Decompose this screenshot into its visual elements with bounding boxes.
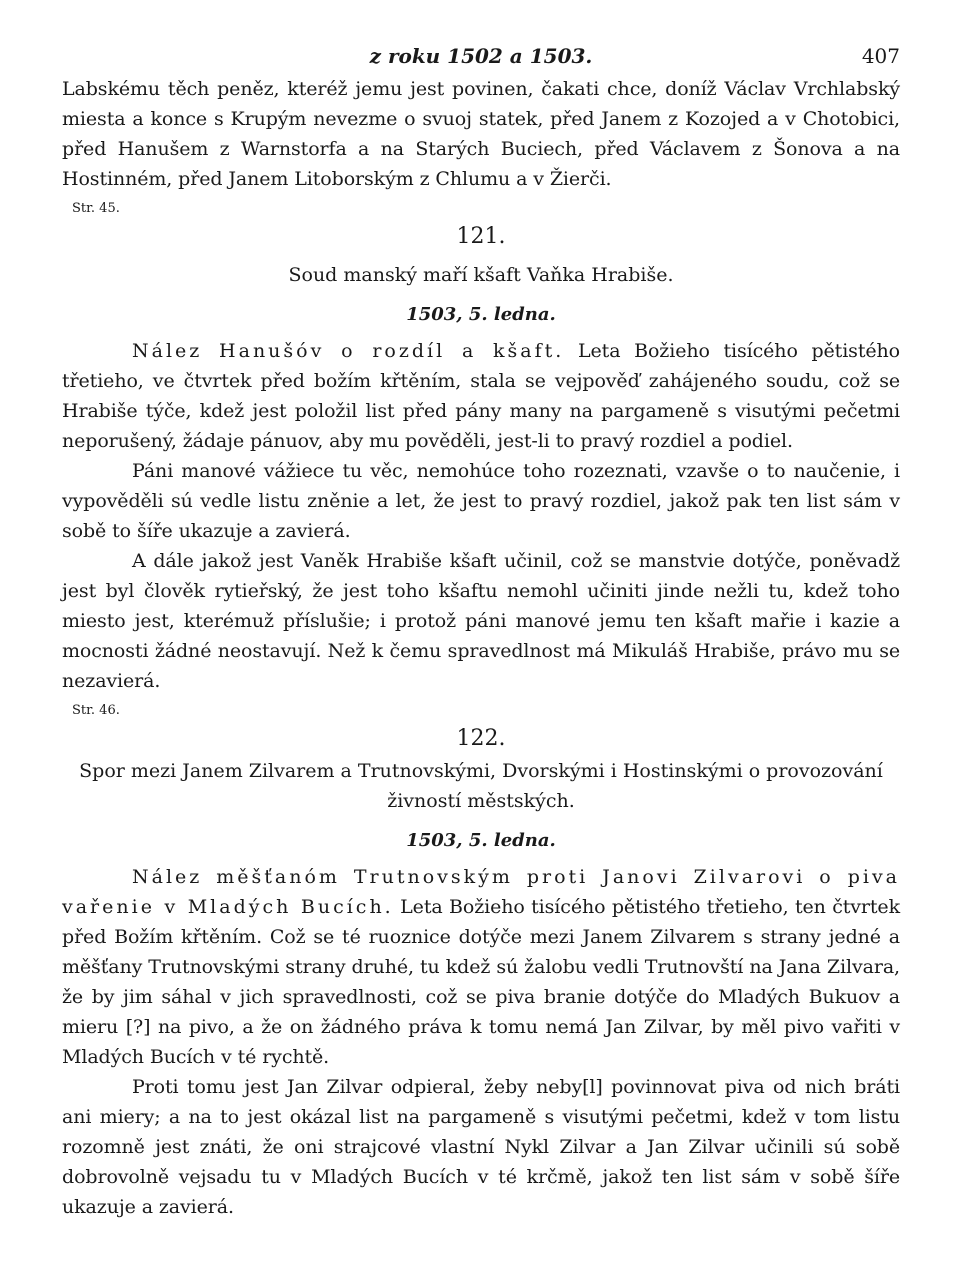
entry-122-paragraph-2: Proti tomu jest Jan Zilvar odpieral, žeby neby[l] povinnovat piva od nich bráti ani miery; a na to jest okázal list na pargameně s visutými pečetmi, kdež v tom listu rozomně jest znáti, že oni strajcové vlastní Nykl Zilvar a Jan Zilvar učinili sú sobě dobrovolně vejsadu tu v Mladých Bucích v té krčmě, jakož ten list sám v sobě šíře ukazuje a zavierá. <box>62 1076 900 1218</box>
page-reference: Str. 45. <box>72 201 120 216</box>
entry-121-paragraph-1 <box>62 336 900 456</box>
entry-122-paragraph-1-text: Leta Božieho tisícého pětistého třetieho, ten čtvrtek před Božím křtěním. Což se té ruoznice dotýče mezi Janem Zilvarem s strany jedné a měšťany Trutnovskými strany druhé, tu kdež sú žalobu vedli Trutnovští na Jana Zilvara, že by jim sáhal v jich spravedlnosti, což se piva branie dotýče do Mladých Bukuov a mieru [?] na pivo, a že on žádného práva k tomu nemá Jan Zilvar, by měl pivo vařiti v Mladých Bucích v té rychtě. <box>62 896 900 1068</box>
entry-number-121: 121. <box>456 224 506 249</box>
entry-122-lead: Nález měšťanóm Trutnovským proti Janovi Zilvarovi o piva vařenie v Mladých Bucích. <box>62 866 900 918</box>
entry-122-paragraph-1 <box>62 862 900 1072</box>
entry-number-122: 122. <box>456 726 506 751</box>
document-page <box>62 40 900 1222</box>
entry-121-paragraph-3: A dále jakož jest Vaněk Hrabiše kšaft učinil, což se manstvie dotýče, poněvadž jest byl člověk rytieřský, že jest toho kšaftu nemohl učiniti jinde nežli tu, kdež toho miesto jest, kterémuž příslušie; i protož páni manové jemu ten kšaft mařie i kazie a mocnosti žádné neostavují. Než k čemu spravedlnost má Mikuláš Hrabiše, právo mu se nezavierá. <box>62 550 900 692</box>
page-number: 407 <box>861 44 900 68</box>
entry-title-122: Spor mezi Janem Zilvarem a Trutnovskými, Dvorskými i Hostinskými o provozování živností městských. <box>79 760 883 812</box>
entry-date-121: 1503, 5. ledna. <box>406 304 556 325</box>
entry-date-122: 1503, 5. ledna. <box>406 830 556 851</box>
continuation-paragraph: Labskému těch peněz, kteréž jemu jest povinen, čakati chce, doníž Václav Vrchlabský miesta a konce s Krupým nevezme o svuoj statek, před Janem z Kozojed a v Chotobici, před Hanušem z Warnstorfa a na Starých Buciech, před Václavem z Šonova a na Hostinném, před Janem Litoborským z Chlumu a v Žierči. <box>62 78 900 190</box>
entry-121-paragraph-2: Páni manové vážiece tu věc, nemohúce toho rozeznati, vzavše o to naučenie, i vypověděli sú vedle listu zněnie a let, že jest to pravý rozdiel, jakož pak ten list sám v sobě to šíře ukazuje a zavierá. <box>62 460 900 542</box>
page-reference: Str. 46. <box>72 703 120 718</box>
entry-title-121: Soud manský maří kšaft Vaňka Hrabiše. <box>288 264 674 286</box>
running-title: z roku 1502 a 1503. <box>369 44 593 68</box>
entry-121-lead: Nález Hanušóv o rozdíl a kšaft. <box>132 340 565 362</box>
running-head <box>62 40 900 74</box>
entry-121-paragraph-1-text: Leta Božieho tisícého pětistého třetieho, ve čtvrtek před božím křtěním, stala se vejpověď zahájeného soudu, což se Hrabiše týče, kdež jest položil list před pány many na pargameně s visutými pečetmi neporušený, žádaje pánuov, aby mu pověděli, jest-li to pravý rozdiel a podiel. <box>62 340 900 452</box>
